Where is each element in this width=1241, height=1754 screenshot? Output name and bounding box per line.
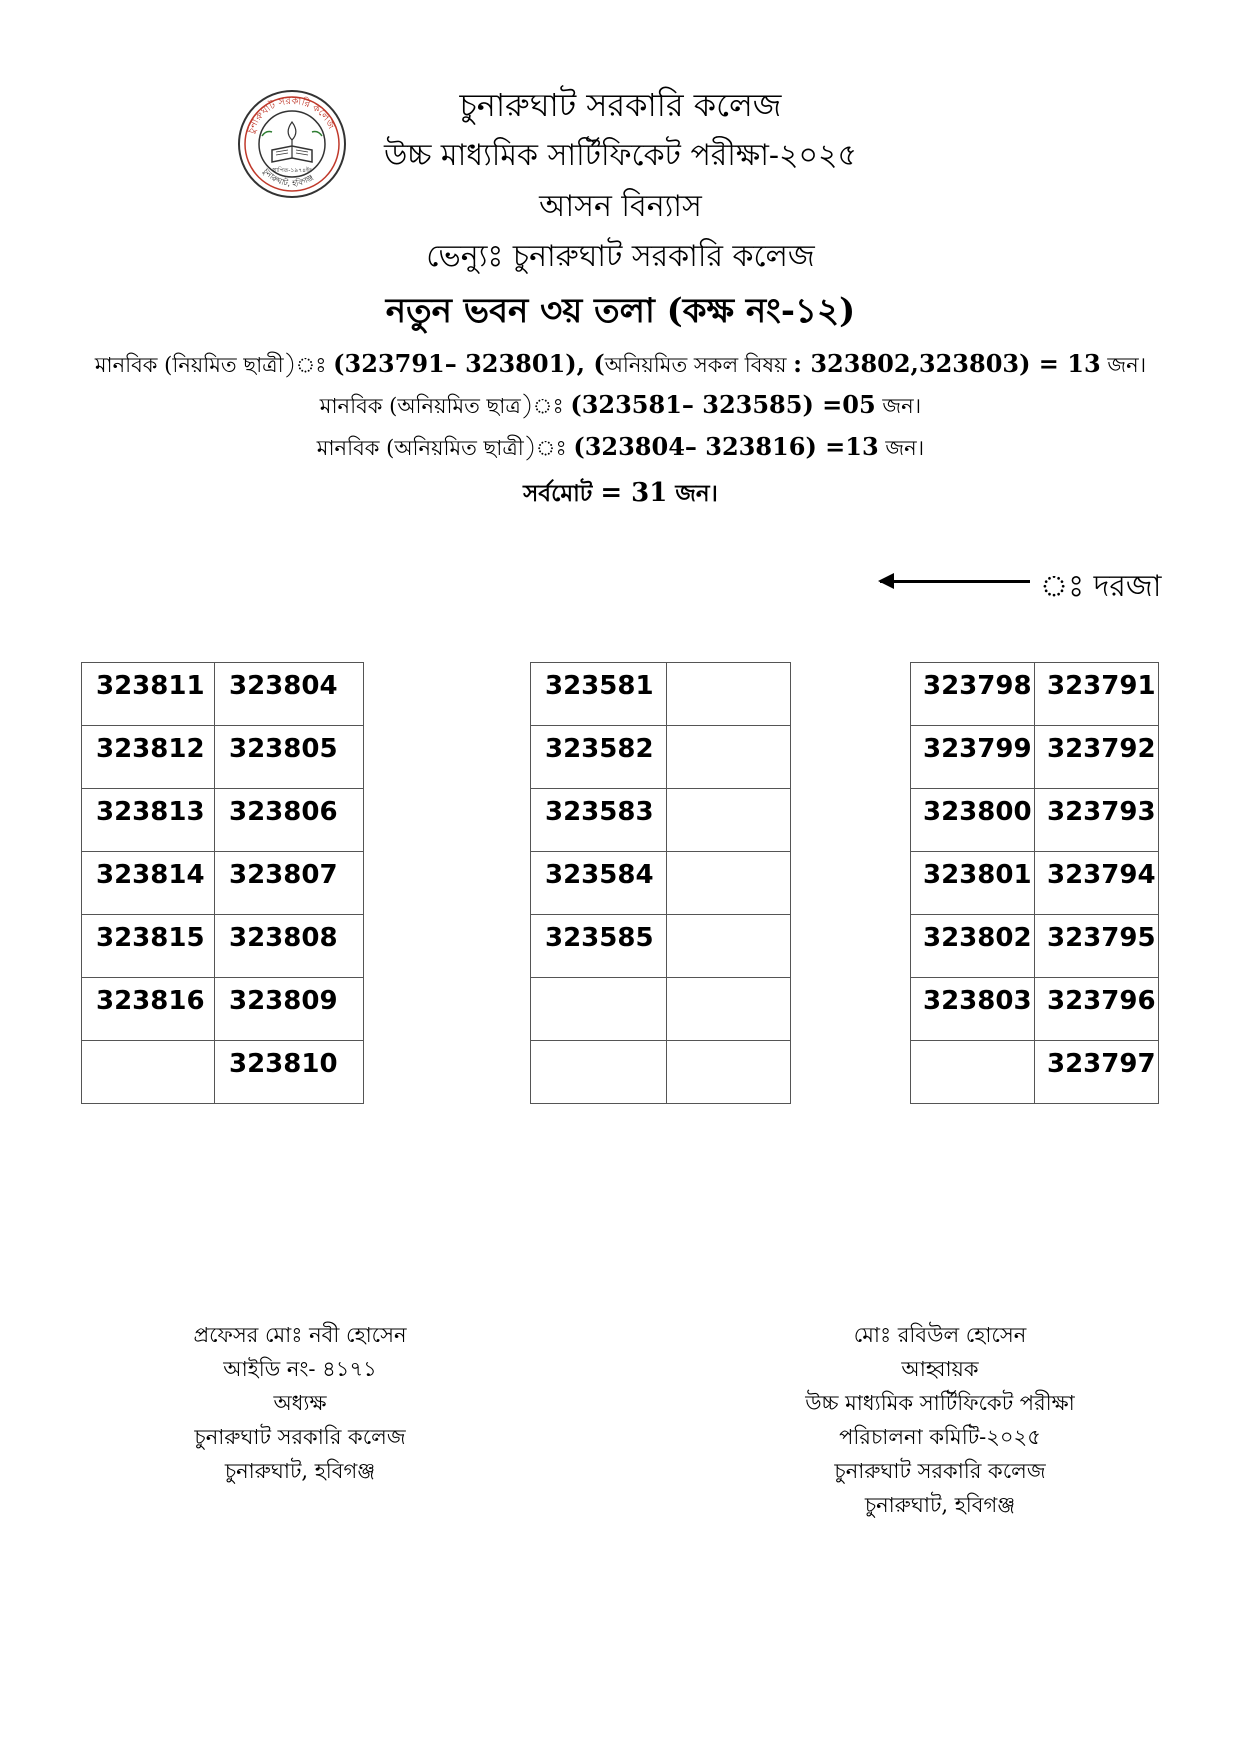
table-row [82, 852, 364, 915]
seat-cell: 323801 [911, 852, 1035, 915]
seating-table-right [910, 662, 1159, 1104]
summary-line-1-open: ( [593, 349, 605, 378]
table-row [531, 726, 791, 789]
signature-line: চুনারুঘাট সরকারি কলেজ [834, 1459, 1046, 1483]
door-indicator [880, 562, 1162, 604]
seat-cell: 323791 [1035, 663, 1159, 726]
table-row [531, 852, 791, 915]
seat-cell: 323816 [82, 978, 215, 1041]
seating-table-left [81, 662, 364, 1104]
table-row [531, 789, 791, 852]
summary-line-2-suffix: জন। [875, 394, 922, 418]
signature-line: মোঃ রবিউল হোসেন [853, 1323, 1027, 1347]
signature-line: উচ্চ মাধ্যমিক সার্টিফিকেট পরীক্ষা [805, 1391, 1075, 1415]
seat-cell: 323798 [911, 663, 1035, 726]
table-row [82, 726, 364, 789]
summary-line-3-range: (323804– 323816) =13 [573, 432, 879, 461]
door-label: ঃ দরজা [1040, 569, 1162, 604]
seat-cell [667, 726, 791, 789]
signature-line: আইডি নং- ৪১৭১ [223, 1357, 377, 1381]
seat-cell: 323803 [911, 978, 1035, 1041]
signature-line: প্রফেসর মোঃ নবী হোসেন [193, 1323, 407, 1347]
seat-cell: 323802 [911, 915, 1035, 978]
summary-line-2 [0, 390, 1241, 425]
room-title: নতুন ভবন ৩য় তলা (কক্ষ নং-১২) [385, 291, 856, 331]
seat-cell: 323581 [531, 663, 667, 726]
summary-total-prefix: সর্বমোট [523, 480, 601, 507]
seat-cell: 323582 [531, 726, 667, 789]
seat-cell [531, 978, 667, 1041]
table-row [82, 978, 364, 1041]
table-row [911, 663, 1159, 726]
seat-cell [667, 663, 791, 726]
summary-line-1 [0, 349, 1241, 384]
summary-total-value: = 31 [600, 478, 668, 508]
seat-cell: 323792 [1035, 726, 1159, 789]
signature-line: অধ্যক্ষ [273, 1391, 327, 1415]
seat-cell [531, 1041, 667, 1104]
seal-place-text: চুনারুঘাট, হবিগঞ্জ [261, 166, 316, 189]
table-row [911, 789, 1159, 852]
seat-cell: 323815 [82, 915, 215, 978]
venue-title: ভেন্যুঃ চুনারুঘাট সরকারি কলেজ [426, 239, 815, 274]
summary-line-2-prefix: মানবিক (অনিয়মিত ছাত্র)ঃ [319, 394, 571, 418]
seat-cell: 323584 [531, 852, 667, 915]
arrangement-title: আসন বিন্যাস [539, 189, 702, 224]
summary-line-1-irregular: অনিয়মিত সকল বিষয় [604, 353, 794, 377]
seat-cell: 323793 [1035, 789, 1159, 852]
summary-line-3-suffix: জন। [878, 436, 925, 460]
table-row [531, 1041, 791, 1104]
seat-cell: 323797 [1035, 1041, 1159, 1104]
seat-cell: 323806 [215, 789, 364, 852]
seal-year-text: স্থাপিত-১৯৭৪ইং [272, 167, 312, 174]
seat-cell [667, 915, 791, 978]
table-row [531, 663, 791, 726]
table-row [82, 915, 364, 978]
seat-cell: 323585 [531, 915, 667, 978]
summary-line-1-values: : 323802,323803) = 13 [793, 349, 1101, 378]
seat-cell: 323814 [82, 852, 215, 915]
seat-cell [667, 789, 791, 852]
signature-line: চুনারুঘাট, হবিগঞ্জ [224, 1459, 376, 1483]
signature-line: পরিচালনা কমিটি-২০২৫ [839, 1425, 1041, 1449]
signature-line: চুনারুঘাট, হবিগঞ্জ [864, 1493, 1016, 1517]
seat-cell: 323796 [1035, 978, 1159, 1041]
seal-ring-text: চুনারুঘাট সরকারি কলেজ [245, 95, 337, 136]
summary-line-1-range: (323791– 323801), [333, 349, 594, 378]
seat-cell [667, 978, 791, 1041]
signature-line: আহ্বায়ক [901, 1357, 979, 1381]
seat-cell [82, 1041, 215, 1104]
summary-line-1-suffix: জন। [1100, 353, 1147, 377]
signature-block-convener [780, 1318, 1100, 1522]
seat-cell: 323808 [215, 915, 364, 978]
table-row [82, 1041, 364, 1104]
table-row [82, 789, 364, 852]
seat-cell: 323804 [215, 663, 364, 726]
seat-cell: 323794 [1035, 852, 1159, 915]
seat-cell: 323800 [911, 789, 1035, 852]
summary-line-3-prefix: মানবিক (অনিয়মিত ছাত্রী)ঃ [316, 436, 574, 460]
seat-cell [667, 1041, 791, 1104]
seat-cell: 323810 [215, 1041, 364, 1104]
table-row [82, 663, 364, 726]
summary-line-3 [0, 432, 1241, 467]
signature-line: চুনারুঘাট সরকারি কলেজ [194, 1425, 406, 1449]
table-row [531, 978, 791, 1041]
summary-total [0, 475, 1241, 514]
college-title: চুনারুঘাট সরকারি কলেজ [459, 86, 782, 124]
seat-cell: 323795 [1035, 915, 1159, 978]
seat-cell: 323583 [531, 789, 667, 852]
seat-cell: 323812 [82, 726, 215, 789]
table-row [911, 852, 1159, 915]
signature-block-principal [150, 1318, 450, 1488]
seat-cell: 323811 [82, 663, 215, 726]
seating-table-middle [530, 662, 791, 1104]
seat-cell: 323805 [215, 726, 364, 789]
seat-cell: 323813 [82, 789, 215, 852]
table-row [911, 915, 1159, 978]
arrow-left-icon [880, 580, 1030, 583]
table-row [911, 1041, 1159, 1104]
table-row [531, 915, 791, 978]
seat-cell: 323809 [215, 978, 364, 1041]
exam-title: উচ্চ মাধ্যমিক সার্টিফিকেট পরীক্ষা-২০২৫ [383, 138, 858, 173]
table-row [911, 978, 1159, 1041]
seat-cell [911, 1041, 1035, 1104]
summary-total-suffix: জন। [667, 480, 718, 507]
table-row [911, 726, 1159, 789]
summary-line-2-range: (323581– 323585) =05 [570, 390, 876, 419]
seat-cell: 323807 [215, 852, 364, 915]
seat-cell: 323799 [911, 726, 1035, 789]
summary-line-1-prefix: মানবিক (নিয়মিত ছাত্রী)ঃ [94, 353, 334, 377]
seat-cell [667, 852, 791, 915]
